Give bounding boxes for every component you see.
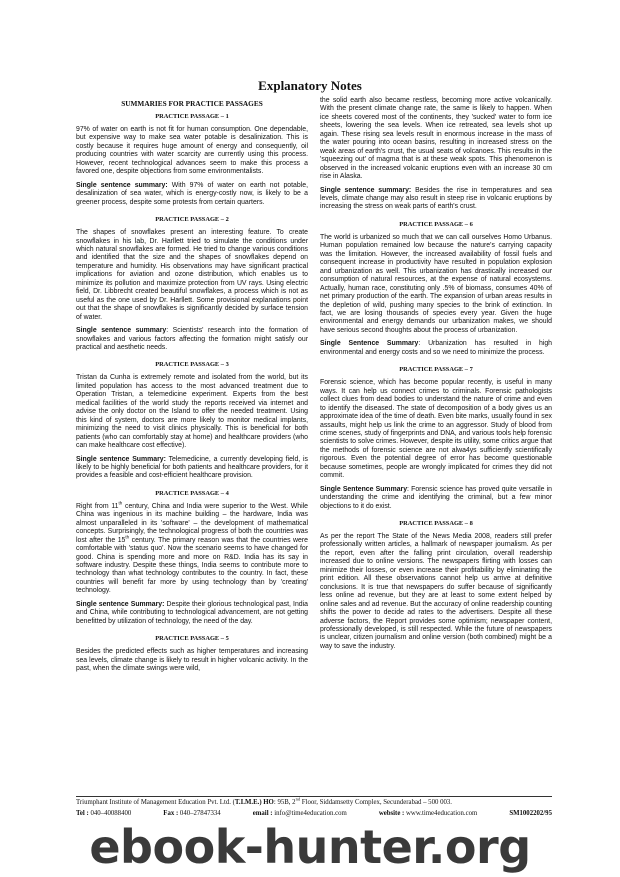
passage-5-title: PRACTICE PASSAGE – 5 [155, 635, 229, 643]
passage-8-text: As per the report The State of the News Media 2008, readers still prefer professionally written articles, a hallmark of newspaper journalism. As per the report, even after the falling print circulation, overall readership increased due to online versions. The newspapers flirting with losses can minimize their losses, or even increase their profitability by eliminating the print edition. All these observations cannot help us arrive at definitive conclusions. It is true that newspapers do suffer because of significantly less online ad revenue, but they are at least to some extent helped by online sales and ad revenue. But the accuracy of online readership counting shifts the power to decide ad rates to the advertisers. Despite all these adverse factors, the Report provides some optimism; newspaper content, professionally developed, is still respected. While the future of newspapers is unclear, citizen journalism and online version (both combined) might be a way to save the industry. [320, 533, 552, 650]
footer-tel [76, 810, 131, 817]
superscript: th [118, 500, 123, 506]
text-fragment: century, China and India were superior to the West. While China was ingenious in its machine building – the hardware, India was almost unparalleled in its 'software' – the development of mathematical concepts. Surprisingly, the technological progress of both the countries was lost after the 15 [76, 502, 308, 544]
company-name: Triumphant Institute of Management Education Pvt. Ltd. ( [76, 799, 235, 806]
summary-text: : Forensic science has proved quite versatile in understanding the crime and identifying the criminal, but a few minor objections to it do exist. [320, 485, 553, 510]
passage-3-title: PRACTICE PASSAGE – 3 [155, 361, 229, 369]
footer-contact-line [76, 810, 552, 817]
website-value: www.time4education.com [404, 810, 478, 817]
summary-label: Single sentence Summary: [76, 455, 166, 463]
passage-6-title: PRACTICE PASSAGE – 6 [399, 220, 473, 228]
passage-7-text: Forensic science, which has become popular recently, is useful in many ways. It can help us connect crimes to criminals. Forensic pathologists collect clues from dead bodies to understand the nature of crime and even to identify the diseased. The state of decomposition of a body gives us an approximate idea of the time of death. Even bite marks, usually found in sex assaults, might help us link the crime to an aggressor. Study of blood from crime scenes, study of fingerprints and DNA, and various tools help forensic scientists to solve crimes. However, despite its utility, some critics argue that the methods of forensic science are not alwa4ys sufficiently scientifically rigorous. Even the potential degree of error has become questionable because sometimes, people are wrongly implicated for crimes they did not commit. [320, 379, 552, 480]
passage-1-summary [76, 182, 308, 207]
page-footer [76, 796, 552, 817]
head-office-label: ) HO [259, 799, 274, 806]
left-column [76, 99, 308, 674]
passage-2-text: The shapes of snowflakes present an interesting feature. To create snowflakes in his lab, Dr. Harllett tried to simulate the conditions under which natural snowflakes are formed. He tried to change various conditions and identified that the size and the shapes of snowflakes depend on temperature and humidity. His observations may have significant practical implications for aviation and ozone distribution, which enables us to minimize its pollution and maximize protection from UV rays. Using electric field, Dr. Libbrecht created beautiful snowflakes, a process which is not as useful as the one used by Dr. Harllett. Some provisional explanations point out that the shape of snowflakes is significantly decided by surface tension of water. [76, 229, 308, 321]
passage-3-summary [76, 456, 308, 481]
footer-code: SM1002202/95 [509, 810, 552, 817]
company-abbr: T.I.M.E. [234, 799, 260, 806]
summary-text: With 97% of water on earth not potable, desalinization of sea water, which is energy-costly now, is likely to be a greener process, despite some protests from certain quarters. [76, 181, 308, 206]
passage-5-summary [320, 187, 552, 212]
watermark-text: ebook-hunter.org [89, 820, 531, 874]
superscript: nd [295, 796, 301, 802]
email-label: email : [252, 810, 273, 817]
footer-email [253, 810, 347, 817]
superscript: th [125, 534, 130, 540]
summary-label: Single sentence Summary: [76, 600, 165, 608]
summary-label: Single sentence summary [76, 327, 167, 335]
footer-address-line [76, 796, 552, 806]
passage-6-text: The world is urbanized so much that we can call ourselves Homo Urbanus. Human population remained low because the nature's carrying capacity was the limitation. However, the increased availability of fossil fuels and consequent increase in productivity have resulted in population explosion and urbanization as well. This urbanization has drastically increased our consumption of natural resources, at the expense of natural ecosystems. Actually, human race, constituting only .5% of biomass, consumes 40% of net primary production of the earth. The expansion of urban areas results in the depletion of wild, pushing many species to the brink of extinction. In fact, we are losing thousands of species every year. Given the huge environmental and energy demands our urbanization makes, we should have serious second thoughts about the process of urbanization. [320, 233, 552, 334]
summary-text: Despite their glorious technological past, India and China, while contributing to technological advancement, are not getting benefitted by utilization of technology, the need of the day. [76, 600, 308, 625]
passage-6-summary [320, 340, 552, 357]
summary-text: : Urbanization has resulted in high environmental and energy costs and so we need to minimize the process. [320, 340, 553, 356]
website-label: website : [378, 810, 405, 817]
footer-website [379, 810, 477, 817]
summary-text: Besides the rise in temperatures and sea levels, climate change may also result in steep rise in volcanic eruptions by increasing the stress on weak parts of earth's crust. [320, 186, 552, 211]
right-column [320, 97, 552, 651]
summary-label: Single Sentence Summary [320, 340, 419, 348]
summary-label: Single Sentence Summary [320, 485, 408, 493]
passage-2-summary [76, 327, 308, 352]
passage-4-title: PRACTICE PASSAGE – 4 [155, 489, 229, 497]
summary-label: Single sentence summary: [320, 186, 412, 194]
text-fragment: century. The primary reason was that the countries were comfortable with 'status quo'. Now the scenario seems to have changed for good. China is spending more and more on R&D. India has its say in software industry. Despite these things, India seems to contribute more to technology than what technology contributes to the country. In fact, these countries will benefit far more by using technology than by 'creating' technology. [76, 536, 308, 595]
text-fragment: Right from 11 [76, 502, 119, 510]
tel-value: 040–40088400 [88, 810, 132, 817]
fax-label: Fax : [163, 810, 179, 817]
tel-label: Tel : [76, 810, 89, 817]
fax-value: 040–27847334 [178, 810, 221, 817]
passage-8-title: PRACTICE PASSAGE – 8 [399, 520, 473, 528]
summary-label: Single sentence summary: [76, 181, 168, 189]
passage-4-summary [76, 601, 308, 626]
address-text: Floor, Siddamsetty Complex, Secunderabad – 500 003. [300, 799, 452, 806]
footer-fax [163, 810, 220, 817]
passage-2-title: PRACTICE PASSAGE – 2 [155, 216, 229, 224]
passage-1-title: PRACTICE PASSAGE – 1 [155, 113, 229, 120]
passage-1-text: 97% of water on earth is not fit for human consumption. One dependable, but expensive way to make sea water potable is desalinization. This is costly because it requires huge amount of energy and consequently, oil producing countries with water scarcity are currently using this process. However, recent technological advances seem to make this process a favored one, despite objections from some environmentalists. [76, 126, 308, 176]
main-heading: SUMMARIES FOR PRACTICE PASSAGES [121, 99, 263, 108]
passage-7-summary [320, 486, 552, 511]
passage-4-text [76, 500, 308, 596]
passage-3-text: Tristan da Cunha is extremely remote and isolated from the world, but its limited population has access to the most advanced treatment due to Operation Tristan, a telemedicine experiment. Experts from the best medical facilities of the world study the reports received via internet and advise the only doctor on the Island to offer the needed treatment. Using this kind of system, doctors are more likely to monitor medical implants, minimizing the need to visit clinics physically. This is beneficial for both patients (who can comfortably stay at home) and healthcare providers (who can make healthcare cost effective). [76, 374, 308, 450]
summary-text: Telemedicine, a currently developing field, is likely to be highly beneficial for both patients and healthcare providers, for it provides a feasible and cost-efficient healthcare provision. [76, 455, 308, 480]
page-title: Explanatory Notes [258, 78, 362, 93]
passage-7-title: PRACTICE PASSAGE – 7 [399, 366, 473, 374]
address-text: : 95B, 2 [273, 799, 296, 806]
passage-5-text-left: Besides the predicted effects such as higher temperatures and increasing sea levels, climate change is likely to result in higher volcanic activity. In the past, when the climate swings were wild, [76, 648, 308, 673]
passage-5-text-right: the solid earth also became restless, becoming more active volcanically. With the present climate change rate, the same is likely to happen. When ice sheets covered most of the continents, they 'sucked' water to form ice sheets, lowering the sea levels. When ice retreated, sea levels shot up again. These rising sea levels result in enormous increase in the mass of the water pouring into ocean basins, resulting in increased stress on the weak areas of earth's crust, the usual seats of volcanoes. This results in the 'squeezing out' of magma that is at these weak spots. This phenomenon is observed in the increased volcanic eruptions even with an increase 30 cm rise in Alaska. [320, 97, 552, 181]
summary-text: : Scientists' research into the formation of snowflakes and various factors affecting the formation might satisfy our practical and aesthetic needs. [76, 327, 308, 351]
email-value: info@time4education.com [272, 810, 347, 817]
